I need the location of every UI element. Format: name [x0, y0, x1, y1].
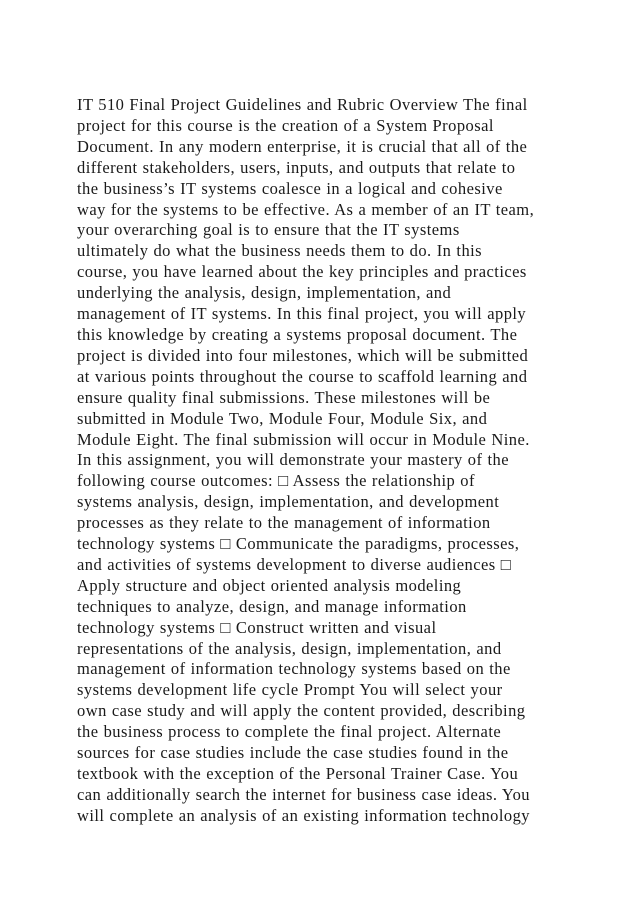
text-line: techniques to analyze, design, and manage information — [77, 596, 467, 616]
text-line: course, you have learned about the key principles and practices — [77, 262, 527, 282]
text-line: can additionally search the internet for business case ideas. You — [77, 784, 531, 804]
text-line: systems analysis, design, implementation, and development — [77, 492, 500, 512]
text-line: processes as they relate to the management of information — [77, 513, 491, 533]
text-line: way for the systems to be effective. As a member of an IT team, — [77, 199, 535, 219]
text-line: In this assignment, you will demonstrate your mastery of the — [77, 450, 510, 470]
text-line: technology systems □ Communicate the paradigms, processes, — [77, 534, 520, 554]
text-line: your overarching goal is to ensure that the IT systems — [77, 220, 460, 240]
text-line: systems development life cycle Prompt You will select your — [77, 680, 503, 700]
text-line: the business’s IT systems coalesce in a logical and cohesive — [77, 178, 503, 198]
text-line: management of information technology systems based on the — [77, 659, 511, 679]
text-line: following course outcomes: □ Assess the relationship of — [77, 471, 475, 491]
text-line: submitted in Module Two, Module Four, Module Six, and — [77, 408, 488, 428]
text-line: ultimately do what the business needs them to do. In this — [77, 241, 483, 261]
text-line: project for this course is the creation of a System Proposal — [77, 115, 494, 135]
text-line: management of IT systems. In this final project, you will apply — [77, 304, 527, 324]
text-line: will complete an analysis of an existing information technology — [77, 805, 531, 825]
text-line: ensure quality final submissions. These milestones will be — [77, 387, 491, 407]
text-line: Module Eight. The final submission will occur in Module Nine. — [77, 429, 530, 449]
text-line: Apply structure and object oriented analysis modeling — [77, 575, 462, 595]
text-line: underlying the analysis, design, implementation, and — [77, 283, 452, 303]
document-body-text — [77, 95, 567, 827]
text-line: representations of the analysis, design, implementation, and — [77, 638, 502, 658]
text-line: IT 510 Final Project Guidelines and Rubric Overview The final — [77, 95, 528, 114]
text-line: textbook with the exception of the Personal Trainer Case. You — [77, 764, 519, 783]
text-line: the business process to complete the final project. Alternate — [77, 722, 502, 742]
text-line: sources for case studies include the case studies found in the — [77, 743, 509, 763]
text-line: technology systems □ Construct written and visual — [77, 617, 437, 637]
text-line: Document. In any modern enterprise, it is crucial that all of the — [77, 136, 528, 156]
text-line: different stakeholders, users, inputs, and outputs that relate to — [77, 157, 516, 177]
text-line: and activities of systems development to diverse audiences □ — [77, 554, 512, 574]
text-line: project is divided into four milestones, which will be submitted — [77, 345, 529, 365]
text-line: at various points throughout the course to scaffold learning and — [77, 366, 528, 386]
text-line: this knowledge by creating a systems proposal document. The — [77, 324, 518, 344]
text-line: own case study and will apply the content provided, describing — [77, 701, 526, 721]
